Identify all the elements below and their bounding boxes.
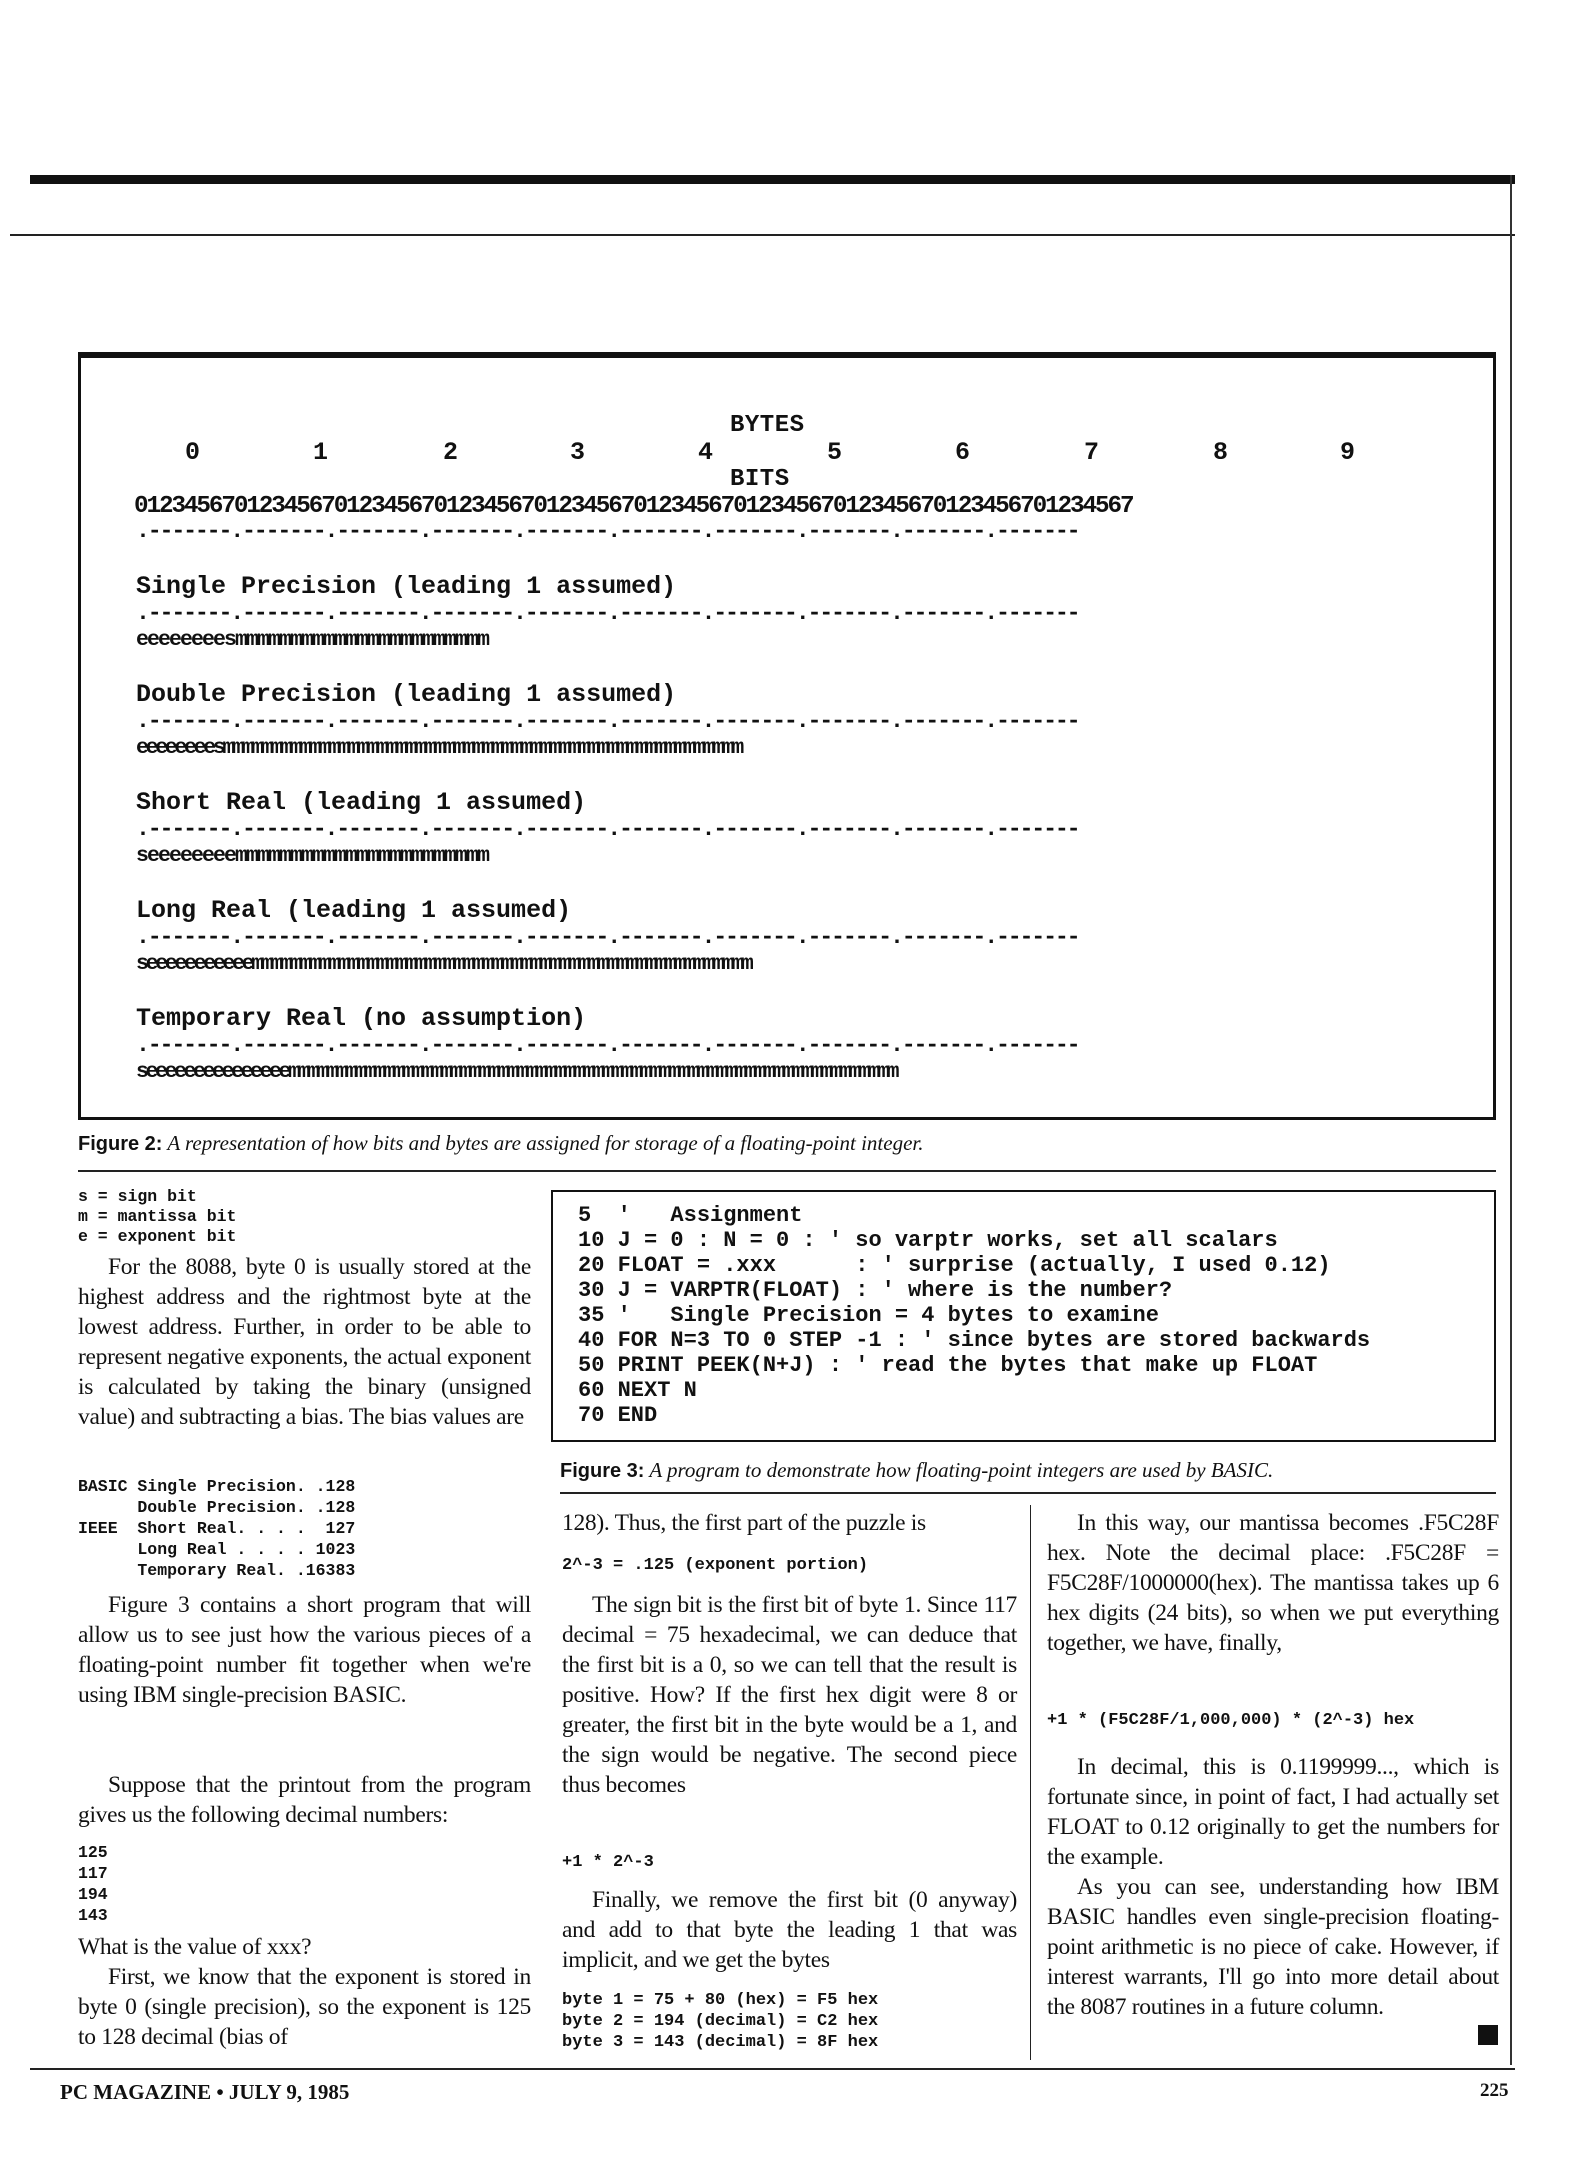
legend-sign: s = sign bit (78, 1187, 197, 1206)
code-line: 70 END (578, 1403, 658, 1428)
exponent-equation: 2^-3 = .125 (exponent portion) (562, 1556, 869, 1575)
format-bits: seeeeeeeeeeeeeeemmmmmmmmmmmmmmmmmmmmmmmmmmmmmmmmmmmmmmmmmmmmmmmmmmmmmmmmmmmmmmmm (136, 1060, 897, 1084)
code-line: 5 ' Assignment (578, 1203, 803, 1228)
col1-paragraph-4: What is the value of xxx? (78, 1934, 312, 1960)
format-title: Long Real (leading 1 assumed) (136, 896, 572, 925)
figure-3-caption-text: A program to demonstrate how floating-point integers are used by BASIC. (649, 1458, 1274, 1482)
code-line: 40 FOR N=3 TO 0 STEP -1 : ' since bytes are stored backwards (578, 1328, 1371, 1353)
bits-separator: .-------.-------.-------.-------.-------.-------.-------.-------.-------.------- (136, 924, 1079, 950)
byte-number: 4 (698, 438, 714, 467)
figure-2-caption-text: A representation of how bits and bytes are assigned for storage of a floating-point integer. (167, 1131, 924, 1155)
figure-3-caption-label: Figure 3: (560, 1460, 645, 1482)
decimal-numbers: 125 117 194 143 (78, 1843, 108, 1925)
top-rule-thin (10, 234, 1515, 236)
byte-number: 3 (570, 438, 586, 467)
format-bits: seeeeeeeemmmmmmmmmmmmmmmmmmmmmmm (136, 844, 489, 868)
code-line: 35 ' Single Precision = 4 bytes to examine (578, 1303, 1159, 1328)
bits-separator: .-------.-------.-------.-------.-------.-------.-------.-------.-------.------- (136, 816, 1079, 842)
figure-2-caption-label: Figure 2: (78, 1133, 163, 1155)
bias-table: BASIC Single Precision. .128 Double Precision. .128 IEEE Short Real. . . . 127 Long Real . . . . 1023 Temporary Real. .16383 (78, 1477, 356, 1580)
bits-separator: .-------.-------.-------.-------.-------.-------.-------.-------.-------.------- (136, 600, 1079, 626)
legend-mantissa: m = mantissa bit (78, 1207, 237, 1226)
col1-paragraph-3: Suppose that the printout from the program gives us the following decimal numbers: (78, 1772, 531, 1828)
byte-number: 9 (1340, 438, 1356, 467)
footer-publication: PC MAGAZINE • JULY 9, 1985 (60, 2080, 350, 2104)
legend-exponent: e = exponent bit (78, 1227, 237, 1246)
mantissa-equation: +1 * (F5C28F/1,000,000) * (2^-3) hex (1047, 1711, 1415, 1730)
code-line: 10 J = 0 : N = 0 : ' so varptr works, set all scalars (578, 1228, 1278, 1253)
byte-number: 0 (185, 438, 201, 467)
bits-index-row: 01234567012345670123456701234567012345670123456701234567012345670123456701234567 (134, 493, 1133, 520)
format-title: Temporary Real (no assumption) (136, 1004, 587, 1033)
col3-paragraph-3: As you can see, understanding how IBM BASIC handles even single-precision floating-point arithmetic is no piece of cake. However, if interest warrants, I'll go into more detail about the 8087 routines in a future column. (1047, 1874, 1499, 2020)
bits-label: BITS (730, 466, 790, 493)
column-divider (1030, 1505, 1031, 2060)
top-rule-thick (30, 175, 1515, 184)
col1-paragraph-2: Figure 3 contains a short program that will allow us to see just how the various pieces of a floating-point number fit together when we're using IBM single-precision BASIC. (78, 1592, 531, 1708)
figure-2-caption (78, 1131, 924, 1156)
page-edge-rule (1510, 175, 1512, 2065)
format-title: Short Real (leading 1 assumed) (136, 788, 587, 817)
figure-3-caption (560, 1458, 1273, 1483)
col3-paragraph-2: In decimal, this is 0.1199999..., which is fortunate since, in point of fact, I had actually set FLOAT to 0.12 originally to get the numbers for the example. (1047, 1754, 1499, 1870)
code-line: 30 J = VARPTR(FLOAT) : ' where is the number? (578, 1278, 1173, 1303)
code-line: 50 PRINT PEEK(N+J) : ' read the bytes that make up FLOAT (578, 1353, 1318, 1378)
byte-conversions: byte 1 = 75 + 80 (hex) = F5 hex byte 2 = 194 (decimal) = C2 hex byte 3 = 143 (decimal) = 8F hex (562, 1991, 879, 2052)
byte-number: 7 (1084, 438, 1100, 467)
format-bits: eeeeeeeesmmmmmmmmmmmmmmmmmmmmmmm (136, 628, 489, 652)
sign-equation: +1 * 2^-3 (562, 1853, 654, 1872)
byte-number: 5 (827, 438, 843, 467)
format-title: Single Precision (leading 1 assumed) (136, 572, 677, 601)
end-of-article-mark (1478, 2025, 1498, 2045)
format-bits: seeeeeeeeeeemmmmmmmmmmmmmmmmmmmmmmmmmmmmmmmmmmmmmmmmmmmmmmmmmmmm (136, 952, 751, 976)
col2-paragraph-2: The sign bit is the first bit of byte 1. Since 117 decimal = 75 hexadecimal, we can deduce that the first bit is a 0, so we can tell that the result is positive. How? If the first hex digit were 8 or greater, the first bit in the byte would be a 1, and the sign would be negative. The second piece thus becomes (562, 1592, 1017, 1798)
bits-separator: .-------.-------.-------.-------.-------.-------.-------.-------.-------.------- (136, 518, 1079, 544)
byte-number: 1 (313, 438, 329, 467)
code-line: 20 FLOAT = .xxx : ' surprise (actually, I used 0.12) (578, 1253, 1331, 1278)
caption-divider (78, 1170, 1496, 1172)
bits-separator: .-------.-------.-------.-------.-------.-------.-------.-------.-------.------- (136, 1032, 1079, 1058)
col1-paragraph-1: For the 8088, byte 0 is usually stored at the highest address and the rightmost byte at the lowest address. Further, in order to be able to represent negative exponents, the actual exponent is calculated by taking the binary (unsigned value) and subtracting a bias. The bias values are (78, 1254, 531, 1430)
footer-rule (30, 2068, 1515, 2070)
byte-number: 8 (1213, 438, 1229, 467)
col1-paragraph-5: First, we know that the exponent is stored in byte 0 (single precision), so the exponent is 125 to 128 decimal (bias of (78, 1964, 531, 2050)
col2-paragraph-3: Finally, we remove the first bit (0 anyway) and add to that byte the leading 1 that was implicit, and we get the bytes (562, 1887, 1017, 1973)
caption-divider (560, 1492, 1496, 1494)
byte-number: 6 (955, 438, 971, 467)
bytes-label: BYTES (730, 412, 805, 439)
page-number: 225 (1480, 2080, 1509, 2101)
col3-paragraph-1: In this way, our mantissa becomes .F5C28F hex. Note the decimal place: .F5C28F = F5C28F/1000000(hex). The mantissa takes up 6 hex digits (24 bits), so when we put everything together, we have, finally, (1047, 1510, 1499, 1656)
format-bits: eeeeeeeesmmmmmmmmmmmmmmmmmmmmmmmmmmmmmmmmmmmmmmmmmmmmmmmmmmmmmm (136, 736, 741, 760)
format-title: Double Precision (leading 1 assumed) (136, 680, 677, 709)
col2-paragraph-1: 128). Thus, the first part of the puzzle is (562, 1510, 926, 1536)
code-line: 60 NEXT N (578, 1378, 697, 1403)
byte-number: 2 (443, 438, 459, 467)
bits-separator: .-------.-------.-------.-------.-------.-------.-------.-------.-------.------- (136, 708, 1079, 734)
